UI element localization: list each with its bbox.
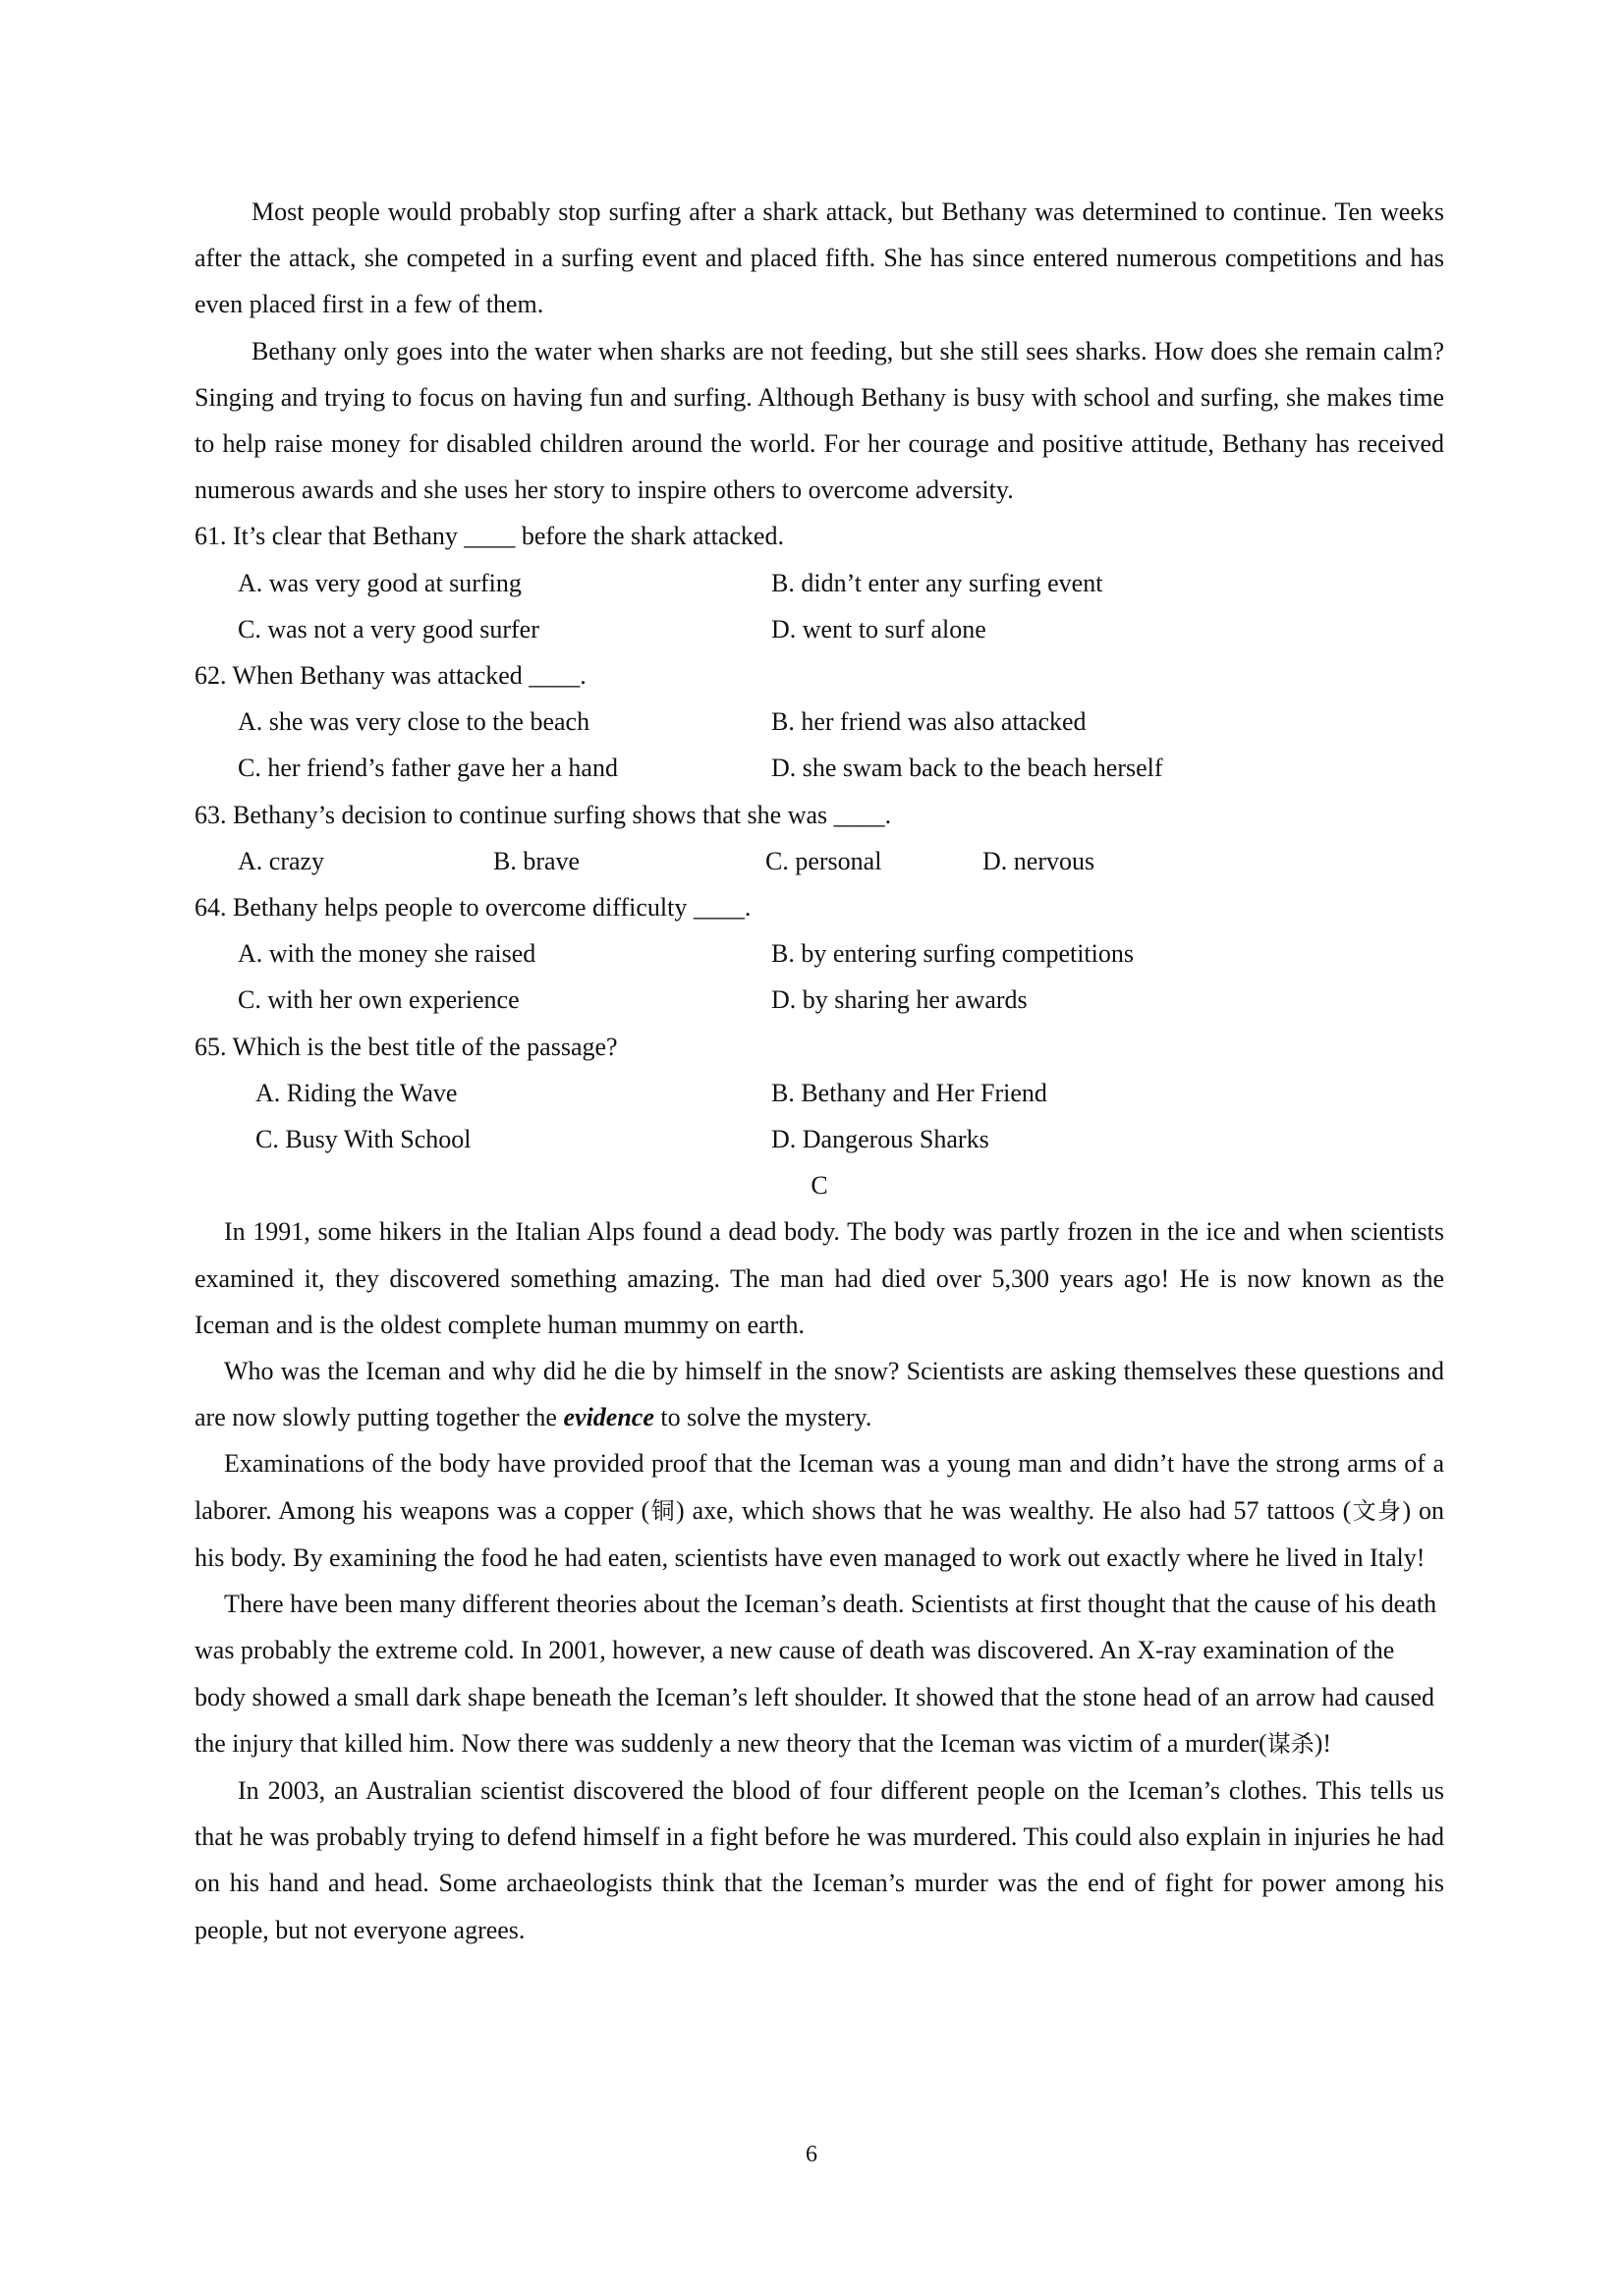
document-page <box>195 189 1444 1953</box>
section-heading: C <box>811 1171 828 1201</box>
page-number: 6 <box>806 2142 817 2167</box>
paragraph-text: ) on his body. By examining the food he had eaten, scientists have even managed to work out exactly where he lived in Italy! <box>195 1495 1444 1572</box>
question-stem: 61. It’s clear that Bethany ____ before the shark attacked. <box>195 522 784 551</box>
option-c: C. Busy With School <box>255 1125 472 1154</box>
chinese-gloss: 铜 <box>649 1496 677 1525</box>
paragraph-text: to solve the mystery. <box>653 1403 872 1432</box>
emphasized-word: evidence <box>563 1403 654 1432</box>
option-a: A. Riding the Wave <box>255 1078 458 1107</box>
passage-paragraph <box>195 1581 1444 1767</box>
option-d: D. Dangerous Sharks <box>771 1125 989 1154</box>
question-61 <box>195 513 1444 652</box>
question-65 <box>195 1024 1444 1163</box>
paragraph-text: There have been many different theories about the Iceman’s death. Scientists at first thought that the cause of his death was probably the extreme cold. In 2001, however, a new cause of death was discovered. An X-ray examination of the body showed a small dark shape beneath the Iceman’s left shoulder. It showed that the stone head of an arrow had caused the injury that killed him. Now there was suddenly a new theory that the Iceman was victim of a murder( <box>195 1590 1437 1758</box>
passage-paragraph: In 1991, some hikers in the Italian Alps found a dead body. The body was partly frozen in the ice and when scientists examined it, they discovered something amazing. The man had died over 5,300 years ago! He is now known as the Iceman and is the oldest complete human mummy on earth. <box>195 1217 1444 1339</box>
option-b: B. brave <box>493 846 581 875</box>
passage-paragraph: Bethany only goes into the water when sharks are not feeding, but she still sees sharks. How does she remain calm? Singing and trying to focus on having fun and surfing. Although Bethany is busy with school and surfing, she makes time to help raise money for disabled children around the world. For her courage and positive attitude, Bethany has received numerous awards and she uses her story to inspire others to overcome adversity. <box>195 336 1444 505</box>
option-b: B. Bethany and Her Friend <box>771 1078 1047 1107</box>
chinese-gloss: 谋杀 <box>1266 1729 1315 1758</box>
option-d: D. she swam back to the beach herself <box>771 754 1163 783</box>
passage-paragraph: In 2003, an Australian scientist discovered the blood of four different people on the Iceman’s clothes. This tells us that he was probably trying to defend himself in a fight before he was murdered. This could also explain in injuries he had on his hand and head. Some archaeologists think that the Iceman’s murder was the end of fight for power among his people, but not everyone agrees. <box>195 1775 1444 1944</box>
question-stem: 65. Which is the best title of the passage? <box>195 1032 618 1061</box>
passage-paragraph <box>195 1440 1444 1581</box>
question-stem: 62. When Bethany was attacked ____. <box>195 661 587 691</box>
question-64 <box>195 884 1444 1024</box>
option-b: B. didn’t enter any surfing event <box>771 568 1103 597</box>
option-b: B. her friend was also attacked <box>771 707 1087 737</box>
question-stem: 64. Bethany helps people to overcome difficulty ____. <box>195 893 752 923</box>
question-stem: 63. Bethany’s decision to continue surfing shows that she was ____. <box>195 800 892 829</box>
paragraph-text: )! <box>1314 1728 1332 1758</box>
option-d: D. by sharing her awards <box>771 985 1028 1015</box>
question-63 <box>195 792 1444 884</box>
option-a: A. with the money she raised <box>238 939 536 969</box>
option-a: A. crazy <box>238 846 325 875</box>
option-c: C. personal <box>765 846 882 875</box>
paragraph-text: ) axe, which shows that he was wealthy. He also had 57 tattoos ( <box>676 1495 1352 1525</box>
option-c: C. with her own experience <box>238 985 520 1015</box>
option-d: D. nervous <box>982 846 1095 875</box>
option-a: A. she was very close to the beach <box>238 707 590 737</box>
paragraph-text: Who was the Iceman and why did he die by himself in the snow? Scientists are asking themselves these questions and are now slowly putting together the <box>195 1357 1444 1432</box>
question-62 <box>195 652 1444 792</box>
passage-paragraph: Most people would probably stop surfing after a shark attack, but Bethany was determined to continue. Ten weeks after the attack, she competed in a surfing event and placed fifth. She has since entered numerous competitions and has even placed first in a few of them. <box>195 197 1444 319</box>
option-d: D. went to surf alone <box>771 614 986 644</box>
chinese-gloss: 文身 <box>1351 1496 1403 1525</box>
passage-paragraph <box>195 1348 1444 1440</box>
option-c: C. was not a very good surfer <box>238 614 539 644</box>
option-c: C. her friend’s father gave her a hand <box>238 754 618 783</box>
option-a: A. was very good at surfing <box>238 568 522 597</box>
paragraph-text: Examinations of the body have provided proof that the Iceman was a young man and didn’t have the strong arms of a laborer. Among his weapons was a copper ( <box>195 1449 1444 1525</box>
option-b: B. by entering surfing competitions <box>771 939 1135 969</box>
